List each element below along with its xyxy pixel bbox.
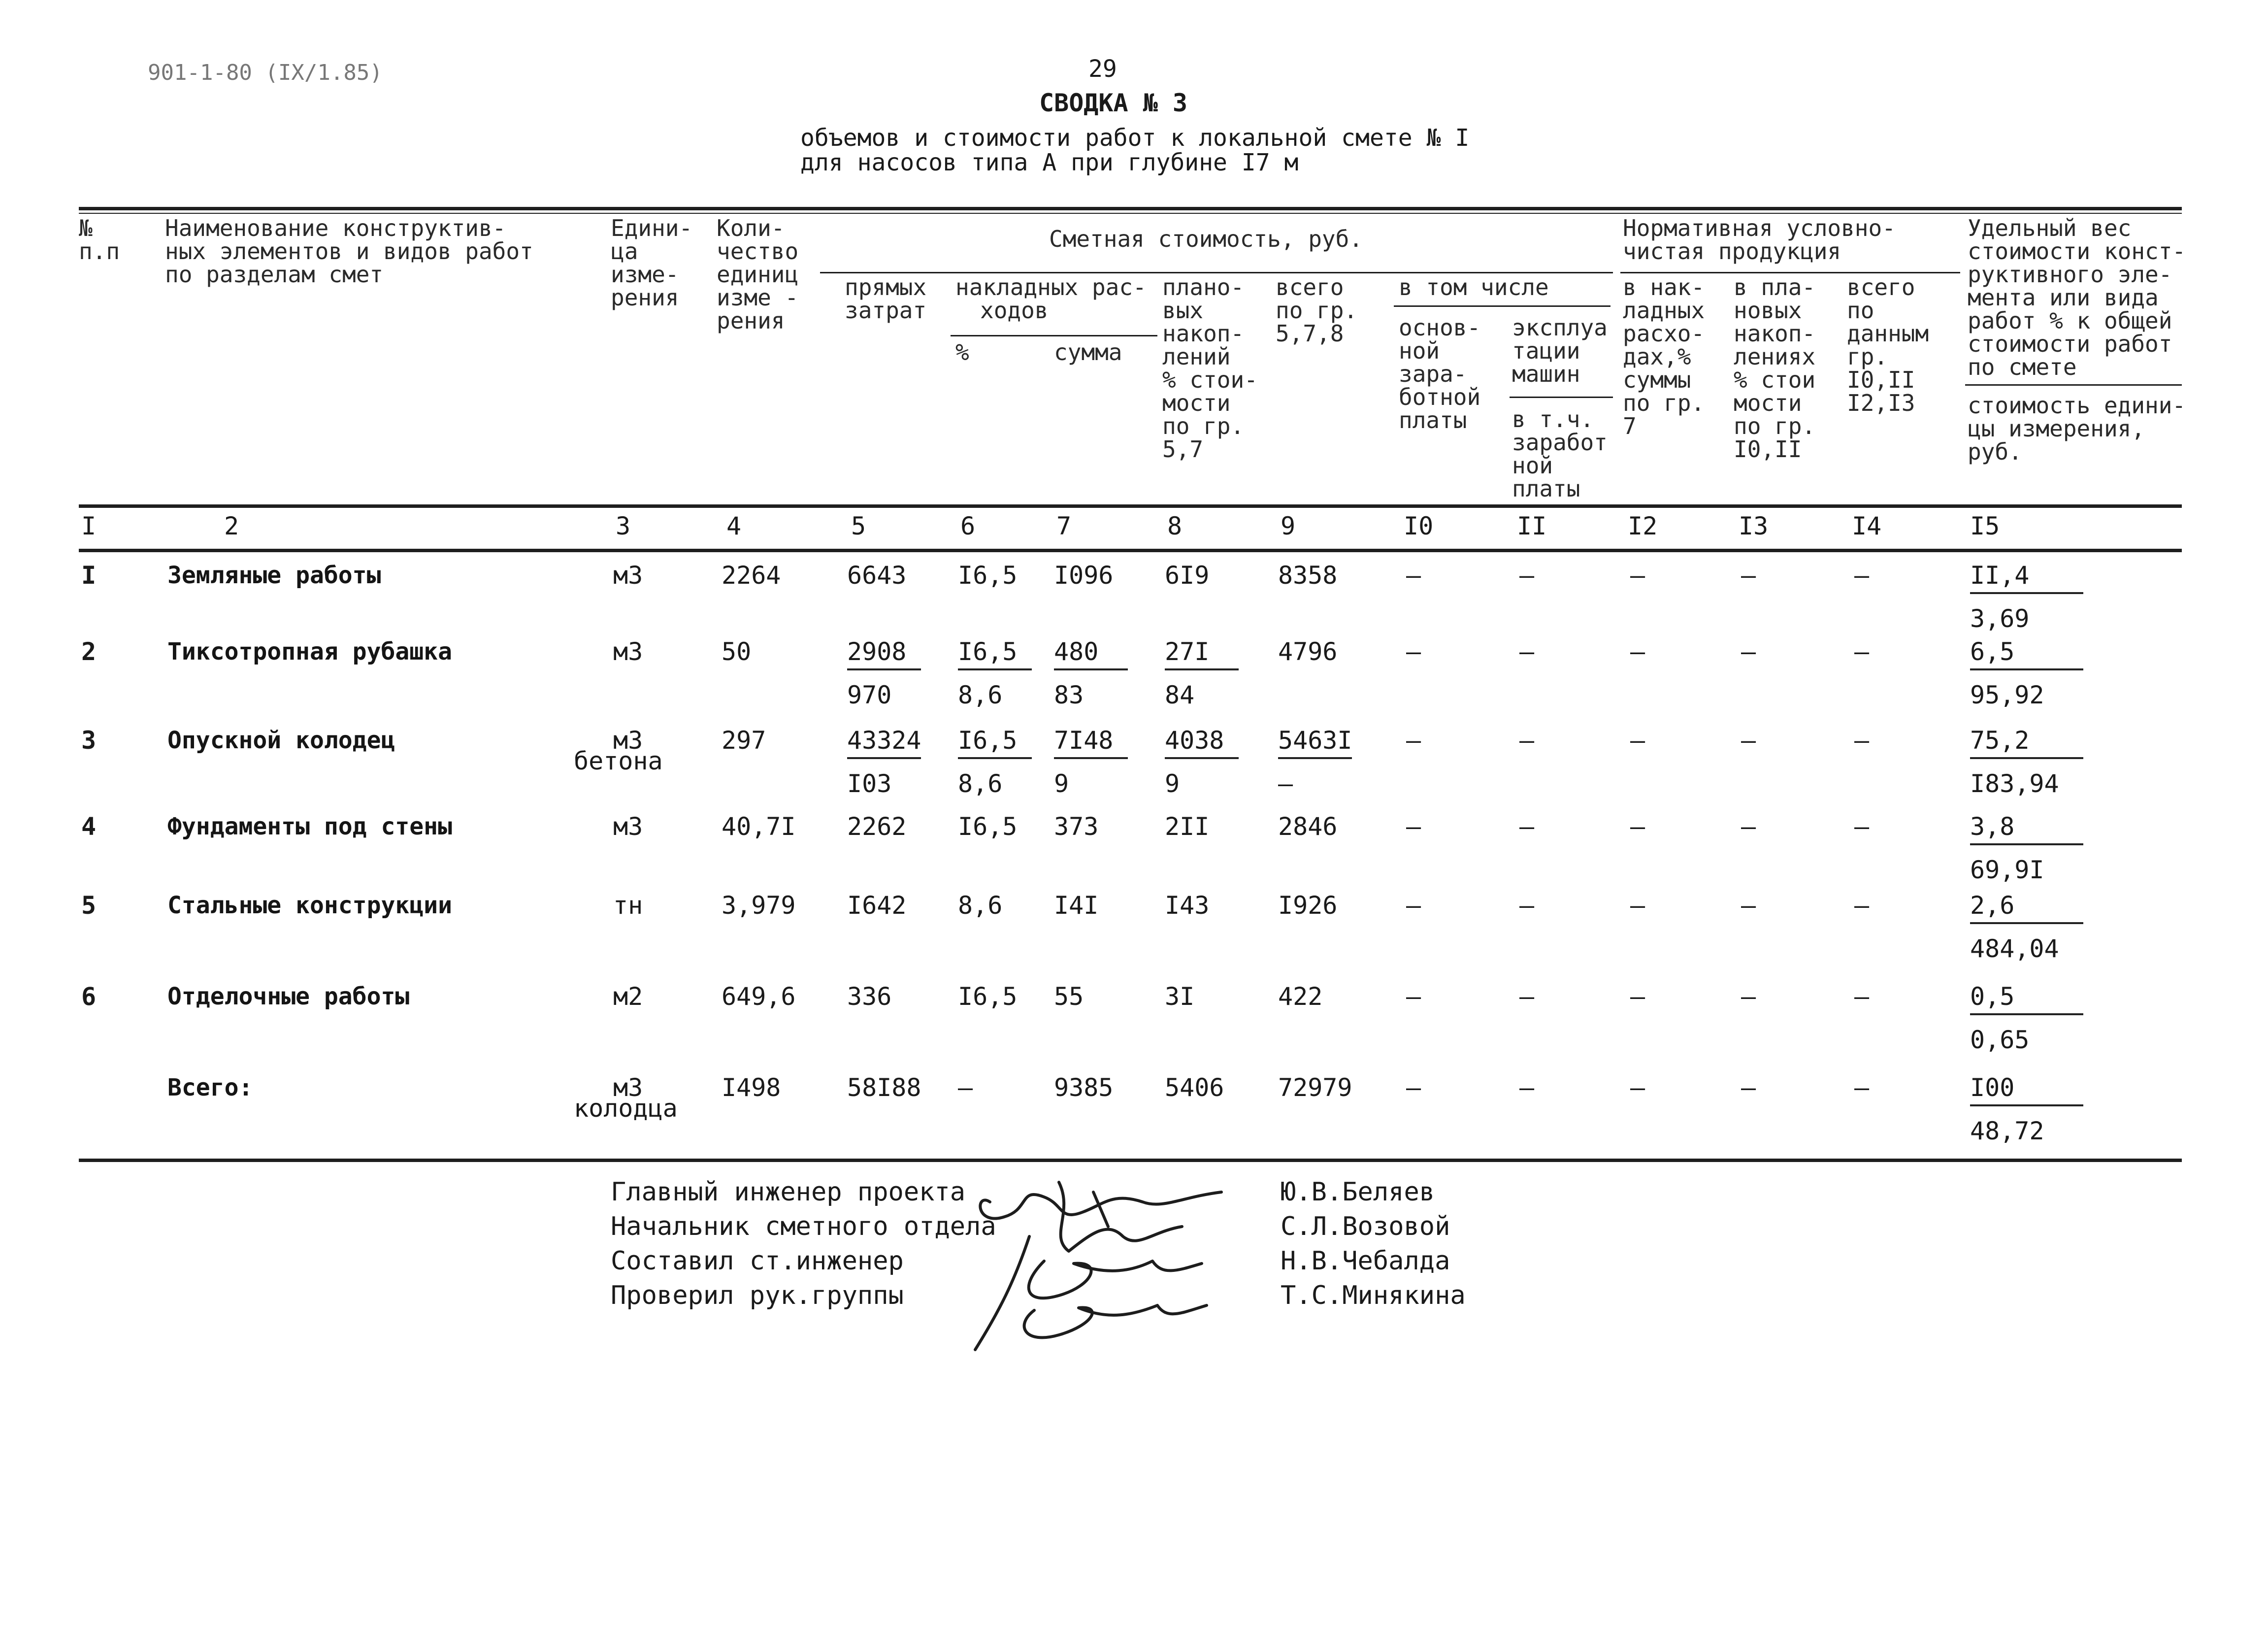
table-top-rule [79,207,2182,210]
row-overhead-pct-secondary: 8,6 [958,769,1003,798]
signature-role: Начальник сметного отдела [611,1212,996,1241]
header-col-wages: основ- ной зара- ботной платы [1399,314,1481,433]
col-numbers-bottom-rule [79,549,2182,552]
signature-roles [611,1175,996,1313]
row-unit: м3 [613,1073,643,1102]
row-overhead-pct: I6,5 [958,726,1018,755]
norm-group-rule [1620,272,1960,273]
incl-group-rule [1394,305,1611,307]
document-subtitle-line1: объемов и стоимости работ к локальной смете № I [800,124,1470,152]
row-col12: – [1630,726,1645,755]
row-col10: – [1406,891,1421,920]
column-number: 9 [1281,512,1296,540]
row-unit-extra: бетона [574,747,663,775]
row-col14: – [1854,891,1870,920]
row-col11: – [1519,637,1535,666]
signature-name: Ю.В.Беляев [1281,1177,1435,1207]
row-total: 4796 [1278,637,1338,666]
row-col11: – [1519,1073,1535,1102]
signature-role: Составил ст.инженер [611,1246,904,1276]
row-planned-secondary: 84 [1165,681,1195,709]
header-col-norm-total: всего по данным гр. I0,II I2,I3 [1847,274,1929,416]
row-overhead-sum-secondary-bar [1054,757,1128,759]
row-qty: I498 [722,1073,781,1102]
column-number: II [1517,512,1547,540]
row-col14: – [1854,1073,1870,1102]
row-col10: – [1406,637,1421,666]
row-planned: 4038 [1165,726,1224,755]
row-unit-cost: 0,65 [1970,1026,2030,1054]
row-col14: – [1854,726,1870,755]
page-number: 29 [1088,55,1117,83]
row-planned: 3I [1165,982,1195,1011]
row-number: I [81,561,97,590]
row-unit-cost: 3,69 [1970,604,2030,633]
row-qty: 2264 [722,561,781,590]
row-total: 422 [1278,982,1323,1011]
header-col-name: Наименование конструктив- ных элементов и видов работ по разделам смет [165,215,533,288]
row-unit: м3 [613,812,643,841]
column-number: 5 [851,512,866,540]
table-bottom-rule [79,1159,2182,1162]
row-col10: – [1406,561,1421,590]
share-fraction-bar [1970,1104,2083,1106]
row-planned: 5406 [1165,1073,1224,1102]
column-number: I [81,512,97,540]
row-planned: I43 [1165,891,1210,920]
share-fraction-bar [1970,922,2083,924]
row-number: 5 [81,891,97,920]
row-number: 4 [81,812,97,841]
row-planned-secondary-bar [1165,668,1239,670]
row-overhead-sum: I4I [1054,891,1099,920]
header-col-direct: прямых затрат [845,274,927,324]
cost-group-rule [820,272,1613,273]
row-overhead-sum: I096 [1054,561,1114,590]
row-overhead-pct: I6,5 [958,637,1018,666]
row-number: 3 [81,726,97,755]
row-direct: 6643 [847,561,907,590]
row-direct: I642 [847,891,907,920]
document-title: СВОДКА № 3 [1039,89,1188,117]
row-col11: – [1519,891,1535,920]
row-col11: – [1519,812,1535,841]
row-overhead-sum-secondary: 9 [1054,769,1069,798]
column-number: I0 [1404,512,1434,540]
row-unit: м3 [613,726,643,755]
row-total-secondary-bar [1278,757,1352,759]
row-planned: 2II [1165,812,1210,841]
header-col-qty: Коли- чество единиц изме - рения [717,215,799,334]
row-unit-cost: I83,94 [1970,769,2059,798]
row-col12: – [1630,982,1645,1011]
row-direct-secondary: 970 [847,681,892,709]
row-overhead-pct-secondary-bar [958,668,1032,670]
column-number: I5 [1970,512,2000,540]
column-number: 2 [224,512,239,540]
row-share: 0,5 [1970,982,2015,1011]
document-subtitle-line2: для насосов типа А при глубине I7 м [800,149,1299,176]
header-col-no: № п.п [79,215,120,265]
row-col12: – [1630,561,1645,590]
row-col10: – [1406,726,1421,755]
machines-sub-rule [1510,397,1613,398]
row-unit-cost: 69,9I [1970,856,2044,884]
handwritten-signatures [946,1163,1261,1360]
row-total-secondary: – [1278,769,1293,798]
header-col-machines: эксплуа тации машин [1512,314,1608,387]
row-planned-secondary-bar [1165,757,1239,759]
row-number: 6 [81,982,97,1011]
row-col12: – [1630,812,1645,841]
share-fraction-bar [1970,592,2083,594]
row-direct: 58I88 [847,1073,921,1102]
row-unit-extra: колодца [574,1094,678,1123]
signature-role: Главный инженер проекта [611,1177,966,1207]
signature-name: Т.С.Минякина [1281,1281,1466,1310]
row-col10: – [1406,982,1421,1011]
row-direct: 43324 [847,726,921,755]
share-fraction-bar [1970,668,2083,670]
row-col13: – [1741,1073,1756,1102]
row-overhead-sum: 373 [1054,812,1099,841]
header-bottom-rule [79,504,2182,508]
header-col-overhead-pct: % [955,339,969,366]
row-col14: – [1854,637,1870,666]
row-total: I926 [1278,891,1338,920]
row-qty: 297 [722,726,766,755]
row-direct-secondary-bar [847,668,921,670]
row-unit-cost: 484,04 [1970,934,2059,963]
header-col-overhead-sum: сумма [1054,339,1122,366]
row-name: Земляные работы [167,562,381,589]
row-share: II,4 [1970,561,2030,590]
row-planned-secondary: 9 [1165,769,1180,798]
row-overhead-sum: 7I48 [1054,726,1114,755]
row-direct: 2262 [847,812,907,841]
row-qty: 649,6 [722,982,796,1011]
row-direct: 336 [847,982,892,1011]
header-col-machines-wages: в т.ч. заработ ной платы [1512,406,1608,502]
row-direct-secondary-bar [847,757,921,759]
row-unit: м2 [613,982,643,1011]
row-unit-cost: 48,72 [1970,1117,2044,1145]
header-col-unit-cost: стоимость едини- цы измерения, руб. [1968,392,2186,465]
column-number: I2 [1628,512,1658,540]
column-number: 4 [726,512,742,540]
column-number: 8 [1167,512,1183,540]
row-col14: – [1854,982,1870,1011]
row-overhead-sum: 55 [1054,982,1084,1011]
header-group-incl: в том числе [1399,274,1549,300]
share-fraction-bar [1970,1013,2083,1015]
row-total: 5463I [1278,726,1352,755]
row-total: 2846 [1278,812,1338,841]
row-name: Фундаменты под стены [167,813,452,840]
row-share: 2,6 [1970,891,2015,920]
column-number: 3 [616,512,631,540]
row-overhead-pct: I6,5 [958,812,1018,841]
share-fraction-bar [1970,843,2083,845]
row-overhead-sum-secondary: 83 [1054,681,1084,709]
signature-name: С.Л.Возовой [1281,1212,1450,1241]
row-name: Всего: [167,1074,253,1101]
row-col13: – [1741,891,1756,920]
row-col13: – [1741,561,1756,590]
table-top-rule-inner [79,213,2182,214]
row-direct: 2908 [847,637,907,666]
row-unit: тн [613,891,643,920]
header-col-norm-planned: в пла- новых накоп- лениях % стои мости по гр. I0,II [1734,274,1816,463]
row-total: 8358 [1278,561,1338,590]
row-overhead-sum-secondary-bar [1054,668,1128,670]
overhead-group-rule [951,335,1157,336]
share-fraction-bar [1970,757,2083,759]
header-col-norm-overhead: в нак- ладных расхо- дах,% суммы по гр. 7 [1623,274,1705,439]
row-col13: – [1741,812,1756,841]
signature-role: Проверил рук.группы [611,1281,904,1310]
row-overhead-sum: 9385 [1054,1073,1114,1102]
row-overhead-sum: 480 [1054,637,1099,666]
row-qty: 50 [722,637,752,666]
row-share: 3,8 [1970,812,2015,841]
row-name: Опускной колодец [167,727,395,754]
row-name: Тиксотропная рубашка [167,638,452,665]
row-unit-cost: 95,92 [1970,681,2044,709]
column-number: 7 [1056,512,1072,540]
row-col14: – [1854,561,1870,590]
row-overhead-pct: I6,5 [958,561,1018,590]
row-share: 75,2 [1970,726,2030,755]
row-col12: – [1630,891,1645,920]
row-name: Стальные конструкции [167,892,452,919]
signature-names [1281,1175,1466,1313]
row-number: 2 [81,637,97,666]
header-group-norm: Нормативная условно- чистая продукция [1623,215,1896,265]
row-col11: – [1519,982,1535,1011]
row-col10: – [1406,1073,1421,1102]
row-col13: – [1741,726,1756,755]
share-unitcost-rule [1965,384,2182,386]
row-col11: – [1519,726,1535,755]
document-code: 901-1-80 (IX/1.85) [148,60,383,85]
row-planned: 6I9 [1165,561,1210,590]
row-unit: м3 [613,637,643,666]
row-col13: – [1741,982,1756,1011]
header-col-planned: плано- вых накоп- лений % стои- мости по гр. 5,7 [1162,274,1258,463]
row-qty: 40,7I [722,812,796,841]
row-overhead-pct-secondary-bar [958,757,1032,759]
row-planned: 27I [1165,637,1210,666]
column-number: I3 [1739,512,1769,540]
row-overhead-pct: I6,5 [958,982,1018,1011]
row-col14: – [1854,812,1870,841]
header-group-overhead: накладных рас- ходов [955,274,1147,324]
row-col10: – [1406,812,1421,841]
row-name: Отделочные работы [167,983,410,1010]
row-overhead-pct: 8,6 [958,891,1003,920]
row-total: 72979 [1278,1073,1352,1102]
row-overhead-pct: – [958,1073,973,1102]
column-number: I4 [1852,512,1882,540]
signature-name: Н.В.Чебалда [1281,1246,1450,1276]
column-number: 6 [960,512,976,540]
row-col12: – [1630,1073,1645,1102]
header-col-unit: Едини- ца изме- рения [611,215,693,311]
header-col-total: всего по гр. 5,7,8 [1276,274,1358,347]
row-qty: 3,979 [722,891,796,920]
row-col11: – [1519,561,1535,590]
row-overhead-pct-secondary: 8,6 [958,681,1003,709]
row-col13: – [1741,637,1756,666]
row-share: 6,5 [1970,637,2015,666]
row-unit: м3 [613,561,643,590]
row-direct-secondary: I03 [847,769,892,798]
row-col12: – [1630,637,1645,666]
row-share: I00 [1970,1073,2015,1102]
header-col-share: Удельный вес стоимости конст- руктивного эле- мента или вида работ % к общей стоимости работ по смете [1968,215,2186,380]
header-group-cost: Сметная стоимость, руб. [1049,226,1363,252]
